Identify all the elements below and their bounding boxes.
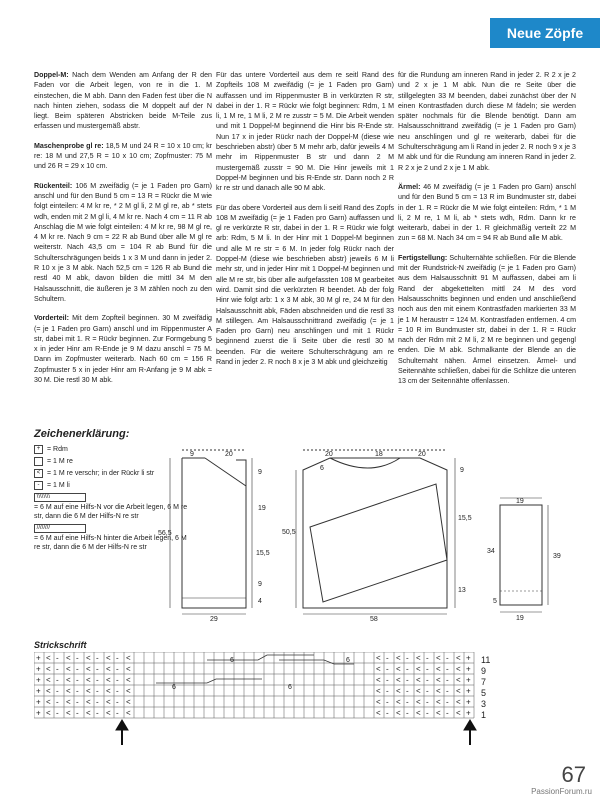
knitting-chart-grid [34,652,504,722]
legend-item [34,524,194,552]
stitch-symbol: < [376,664,381,674]
stitch-symbol: - [386,653,389,663]
legend-item [34,481,194,490]
stitch-symbol: < [456,686,461,696]
legend-text: = 6 M auf eine Hilfs-N hinter die Arbeit legen, 6 M re str, dann die 6 M der Hilfs-N re str [34,535,187,551]
heading-aermel: Ärmel: [398,182,421,191]
stitch-symbol: < [456,675,461,685]
legend-item [34,445,194,454]
stitch-symbol: < [46,697,51,707]
row-number: 9 [481,666,487,676]
page-number: 67 [561,762,586,787]
paragraph-vorderteil [34,313,212,385]
front-dim-bottom: 58 [370,616,378,623]
stitch-symbol: - [446,697,449,707]
sleeve-dim-bottom: 19 [516,615,524,622]
row-number: 7 [481,677,487,687]
stitch-symbol: < [66,697,71,707]
knit-symbol-icon [34,457,43,466]
stitch-symbol: - [426,686,429,696]
stitch-symbol: < [376,708,381,718]
stitch-symbol: < [456,697,461,707]
text-column-3 [398,70,576,396]
stitch-symbol: - [116,653,119,663]
sleeve-dim-right: 39 [553,553,561,560]
stitch-symbol: < [436,653,441,663]
text-rueckenteil: 106 M zweifädig (= je 1 Faden pro Garn) anschl und für den Bund 5 cm = 13 R = Rückr die M wie folgt einteilen: 4 M kr re, * 2 M gl li, 2 M gl re, ab * stets wdh, enden mit 2 M gl li, 4 M kr re. Nach 4 cm = 11 R ab Anschlag die M wie folgt einteilen: 4 M kr re, 98 M gl re, 4 M kr re. Nach 9 cm = 22 R ab Bund über alle M gl re weiterstr. Nach 43,5 cm = 104 R ab Bund für die Schulterschrägungen beids 1 x 3 M und dann in jeder 2. R 10 x je 3 M abk. Nach 52,5 cm = 126 R ab Bund die restl 40 M abk, davon bilden die mittl 34 M den Halsausschnitt, die äußeren je 3 M zählen noch zu den Schultern. [34,181,212,303]
heading-doppel-m: Doppel-M: [34,71,69,79]
stitch-symbol: - [76,653,79,663]
stitch-symbol: - [76,708,79,718]
stitch-symbol: < [396,686,401,696]
stitch-symbol: < [376,697,381,707]
twisted-knit-symbol-icon: < [34,469,43,478]
stitch-symbol: - [76,664,79,674]
stitch-symbol: < [436,686,441,696]
stitch-symbol: + [36,664,41,674]
stitch-symbol: < [416,675,421,685]
front-piece-schematic [296,450,455,614]
stitch-symbol: < [436,697,441,707]
stitch-symbol: - [96,675,99,685]
stitch-symbol: + [466,686,471,696]
selvedge-symbol-icon: + [34,445,43,454]
back-dim-right-2: 19 [258,505,266,512]
paragraph-fertigstellung [398,253,576,387]
front-dim-right-1: 9 [460,467,464,474]
stitch-symbol: < [106,708,111,718]
stitch-symbol: < [376,686,381,696]
stitch-symbol: < [86,708,91,718]
legend-item [34,457,194,466]
stitch-symbol: < [396,697,401,707]
legend [34,430,194,555]
stitch-symbol: < [106,653,111,663]
stitch-symbol: < [396,664,401,674]
paragraph-unteres-vorderteil: Für das untere Vorderteil aus dem re seitl Rand des Zopfteils 108 M zweifädig (= je 1 Faden pro Garn) auffassen und im Rippenmuster B in verkürzten R str, dabei in der 1. R = Rückr wie folgt beginnen: Rdm, 1 M li, 1 M re, 1 M li, 2 M re zusstr = 5 M. Die Arbeit wenden und mit 1 Doppel-M beginnend die Hinr bis R-Ende str. Nun 17 x in jeder Rückr nach der Doppel-M (diese wie beschrieben abstr) über 5 M mehr arb, dafür jeweils 4 M mehr im Rippenmuster B str und dann 2 M mustergemäß zusstr = 90 M. Die Hinr jeweils mit 1 Doppel-M beginnen und bis R-Ende str. Dann noch 2 R kr re str und danach alle 90 M abk. [216,71,394,193]
stitch-symbol: < [86,664,91,674]
legend-text: = 1 M re [47,458,73,465]
paragraph-maschenprobe [34,141,212,172]
footer-watermark: PassionForum.ru [531,787,592,796]
stitch-symbol: < [66,675,71,685]
stitch-symbol: - [406,653,409,663]
purl-symbol-icon: - [34,481,43,490]
heading-rueckenteil: Rückenteil: [34,181,73,190]
stitch-symbol: < [66,686,71,696]
sleeve-schematic [500,498,548,612]
stitch-symbol: - [406,686,409,696]
section-title: Neue Zöpfe [506,25,584,41]
stitch-symbol: < [66,708,71,718]
stitch-symbol: < [46,675,51,685]
back-dim-bottom: 29 [210,616,218,623]
text-vorderteil: Mit dem Zopfteil beginnen. 30 M zweifädig (= je 1 Faden pro Garn) anschl und im Rippenmuster A str, dabei mit 1. R = Rückr beginnen. Zur Formgebung 5 x in jeder Hinr am R-Ende je 9 M dazu anschl = 75 M. Dann im Zopfmuster weiterarb. Nach 60 cm = 156 R Zopfmuster 5 x in jeder Hinr am R-Anfang je 9 M abk = 30 M. Die restl 30 M abk. [34,314,212,385]
stitch-symbol: - [446,686,449,696]
stitch-symbol: + [36,708,41,718]
back-dim-top-left: 9 [190,451,194,458]
stitch-symbol: < [416,686,421,696]
paragraph-rundung: für die Rundung am inneren Rand in jeder 2. R 2 x je 2 und 2 x je 1 M abk. Nun die re Seite über die stillgelegten 33 M beenden, dabei zunächst über der N einen Kontrastfaden durch diese M fädeln; sie werden später nochmals für die Blende benötigt. Dann am Halsausschnittrand zweifädig (= je 1 Faden pro Garn) neu anschlingen und gl re weiterarb, dabei für die Schulterschrägung am li Rand in jeder 2. R noch 9 x je 3 M abk und für die Rundung am inneren Rand in jeder 2. R 2 x je 2 und 2 x je 1 M abk. [398,71,576,172]
front-dim-right-3: 13 [458,587,466,594]
stitch-symbol: < [126,675,131,685]
stitch-symbol: - [426,675,429,685]
stitch-symbol: - [386,675,389,685]
stitch-symbol: - [386,708,389,718]
stitch-symbol: - [446,708,449,718]
stitch-symbol: + [466,653,471,663]
cable-label: 6 [288,684,292,691]
text-fertigstellung: Schulternähte schließen. Für die Blende mit der Rundstrick-N zweifädig (= je 1 Faden pro Garn) aus dem Halsausschnitt 91 M auffassen, dabei am li Rand der abgekettelten mittl 24 M des vord Halsausschnitts beginnen und enden und anschließend noch aus den mit einem Kontrastfaden markierten 33 M je 1 M heraustrr = 124 M. Kontrastfaden entfernen. 4 cm = 10 R im Bundmuster str, dabei in der 1. R = Rückr nach der Rdm mit 2 M li, 2 M re beginnen und gegengl enden. Die M abk. Schmalkante der Blende an die Schulternaht nähen. Ärmel einsetzen. Ärmel- und Seitennähte schließen, dabei für die Schlitze die unteren 13 cm der Seitennähte offenlassen. [398,253,576,386]
text-doppel-m: Nach dem Wenden am Anfang der R den Faden vor die Arbeit legen, von re in die 1. M einstechen, die M abh. Dann den Faden fest über die N nach hinten ziehen, sodass die M doppelt auf der N liegt. Beim späteren Abstricken beide M-Teile zus erfassen und mustergemäß abstr. [34,71,212,131]
paragraph-doppel-m [34,70,212,132]
front-dim-top-b: 18 [375,451,383,458]
stitch-symbol: - [56,664,59,674]
stitch-symbol: - [96,686,99,696]
stitch-symbol: < [126,653,131,663]
stitch-symbol: < [46,686,51,696]
cable-label: 6 [230,657,234,664]
text-maschenprobe: 18,5 M und 24 R = 10 x 10 cm; kr re: 18 M und 27,5 R = 10 x 10 cm; Zopfmuster: 75 M und 26 R = 29 x 10 cm. [34,141,212,171]
back-dim-right-4: 9 [258,581,262,588]
knitting-chart [34,652,504,727]
stitch-symbol: < [436,708,441,718]
stitch-symbol: < [106,686,111,696]
cable-back-symbol-icon: //////// [34,524,86,533]
row-number: 11 [481,655,491,665]
stitch-symbol: - [116,664,119,674]
stitch-symbol: + [466,675,471,685]
stitch-symbol: - [406,708,409,718]
stitch-symbol: - [96,697,99,707]
stitch-symbol: < [396,653,401,663]
stitch-symbol: + [36,686,41,696]
heading-vorderteil: Vorderteil: [34,314,69,323]
stitch-symbol: + [466,697,471,707]
back-dim-right-3: 15,5 [256,550,270,557]
stitch-symbol: < [126,708,131,718]
stitch-symbol: - [406,675,409,685]
stitch-symbol: < [126,686,131,696]
paragraph-oberes-vorderteil: Für das obere Vorderteil aus dem li seitl Rand des Zopfs 108 M zweifädig (= je 1 Faden pro Garn) auffassen und gl re verkürzte R str, dabei in der 1. R = Rückr wie folgt arb: Rdm, 5 M li. In der Hinr mit 1 Doppel-M beginnen und alle M re str = 6 M. In jeder folg Rückr nach der Doppel-M (diese wie beschrieben abstr) jeweils 6 M li mehr str, und in jeder Hinr mit 1 Doppel-M beginnen und alle M re str, bis über alle aufgefassten 108 M gearbeitet wird. Damit sind die verkürzten R beendet. Ab der folg Hinr wie folgt arb: 1 x 3 M abk, 30 M gl re, 24 M für den Halsausschnitt abk, Fäden abschneiden und die restl 33 M stillegen. Am Halsausschnittrand zweifädig (= je 1 Faden pro Garn) neu anschlingen und mit 1 Rückr beginnend zuerst die li Seite über die restl 30 M beenden. Für die weitere Schulterschrägung am re Rand in jeder 2. R noch 8 x je 3 M abk und gleichzeitig [216,203,394,367]
cable-label: 6 [346,657,350,664]
stitch-symbol: < [376,653,381,663]
back-dim-right-5: 4 [258,598,262,605]
row-number: 1 [481,710,487,720]
stitch-symbol: - [96,664,99,674]
stitch-symbol: < [436,675,441,685]
cable-front-symbol-icon: \\\\\\\\ [34,493,86,502]
stitch-symbol: < [106,664,111,674]
front-dim-top-a: 20 [325,451,333,458]
stitch-symbol: < [416,708,421,718]
row-number: 5 [481,688,487,698]
paragraph-rueckenteil [34,181,212,305]
stitch-symbol: + [466,708,471,718]
stitch-symbol: < [86,686,91,696]
stitch-symbol: - [76,686,79,696]
sleeve-dim-top: 19 [516,498,524,505]
stitch-symbol: + [466,664,471,674]
stitch-symbol: < [456,664,461,674]
stitch-symbol: + [36,697,41,707]
stitch-symbol: < [396,708,401,718]
legend-text: = Rdm [47,446,68,453]
stitch-symbol: - [56,697,59,707]
stitch-symbol: < [86,653,91,663]
stitch-symbol: - [76,697,79,707]
stitch-symbol: - [406,697,409,707]
stitch-symbol: - [386,664,389,674]
stitch-symbol: - [116,708,119,718]
stitch-symbol: < [86,697,91,707]
stitch-symbol: < [66,664,71,674]
stitch-symbol: - [446,675,449,685]
text-column-2 [216,70,394,376]
stitch-symbol: - [386,697,389,707]
legend-title: Zeichenerklärung: [34,428,130,440]
stitch-symbol: - [426,664,429,674]
stitch-symbol: - [426,697,429,707]
stitch-symbol: - [96,653,99,663]
front-dim-top-left: 6 [320,465,324,472]
legend-text: = 1 M re verschr; in der Rückr li str [47,470,155,477]
stitch-symbol: - [56,686,59,696]
back-dim-right-1: 9 [258,469,262,476]
stitch-symbol: - [96,708,99,718]
stitch-symbol: < [126,697,131,707]
back-dim-top-mid: 20 [225,451,233,458]
stitch-symbol: + [36,675,41,685]
stitch-symbol: < [416,653,421,663]
legend-item [34,493,194,521]
stitch-symbol: - [426,653,429,663]
heading-maschenprobe: Maschenprobe gl re: [34,141,104,150]
sleeve-dim-left: 34 [487,548,495,555]
stitch-symbol: - [56,653,59,663]
row-number: 3 [481,699,487,709]
stitch-symbol: < [396,675,401,685]
stitch-symbol: < [86,675,91,685]
stitch-symbol: < [106,675,111,685]
legend-text: = 1 M li [47,482,70,489]
stitch-symbol: - [446,664,449,674]
paragraph-aermel [398,182,576,244]
stitch-symbol: < [456,653,461,663]
stitch-symbol: < [106,697,111,707]
stitch-symbol: - [406,664,409,674]
section-header [490,18,600,48]
legend-text: = 6 M auf eine Hilfs-N vor die Arbeit legen, 6 M re str, dann die 6 M der Hilfs-N re str [34,504,188,520]
front-dim-left: 50,5 [282,529,296,536]
stitch-symbol: < [126,664,131,674]
front-dim-right-2: 15,5 [458,515,472,522]
stitch-symbol: - [116,675,119,685]
stitch-symbol: < [46,708,51,718]
stitch-symbol: + [36,653,41,663]
heading-fertigstellung: Fertigstellung: [398,253,448,262]
stitch-symbol: < [456,708,461,718]
back-dim-left: 56,5 [158,530,172,537]
stitch-symbol: - [116,697,119,707]
text-column-1 [34,70,212,394]
stitch-symbol: - [56,708,59,718]
stitch-symbol: - [116,686,119,696]
stitch-symbol: < [436,664,441,674]
stitch-symbol: - [426,708,429,718]
stitch-symbol: - [56,675,59,685]
legend-item [34,469,194,478]
sleeve-dim-bottom-left: 5 [493,598,497,605]
stitch-symbol: < [46,664,51,674]
stitch-symbol: < [46,653,51,663]
stitch-symbol: - [76,675,79,685]
front-dim-top-c: 20 [418,451,426,458]
stitch-symbol: - [386,686,389,696]
stitch-symbol: < [66,653,71,663]
strickschrift-title: Strickschrift [34,640,87,650]
stitch-symbol: < [416,664,421,674]
text-aermel: 46 M zweifädig (= je 1 Faden pro Garn) anschl und für den Bund 5 cm = 13 R im Bundmuster str, dabei in der 1. R = Rückr die M wie folgt einteilen: Rdm, * 1 M li, 2 M re, 1 M li, ab * stets wdh, Rdm. Dann kr re weiterarb, dabei in der 1. R gleichmäßig verteilt 22 M zun = 68 M. Nach 34 cm = 94 R ab Bund alle M abk. [398,182,576,243]
stitch-symbol: < [376,675,381,685]
stitch-symbol: < [416,697,421,707]
stitch-symbol: - [446,653,449,663]
cable-label: 6 [172,684,176,691]
